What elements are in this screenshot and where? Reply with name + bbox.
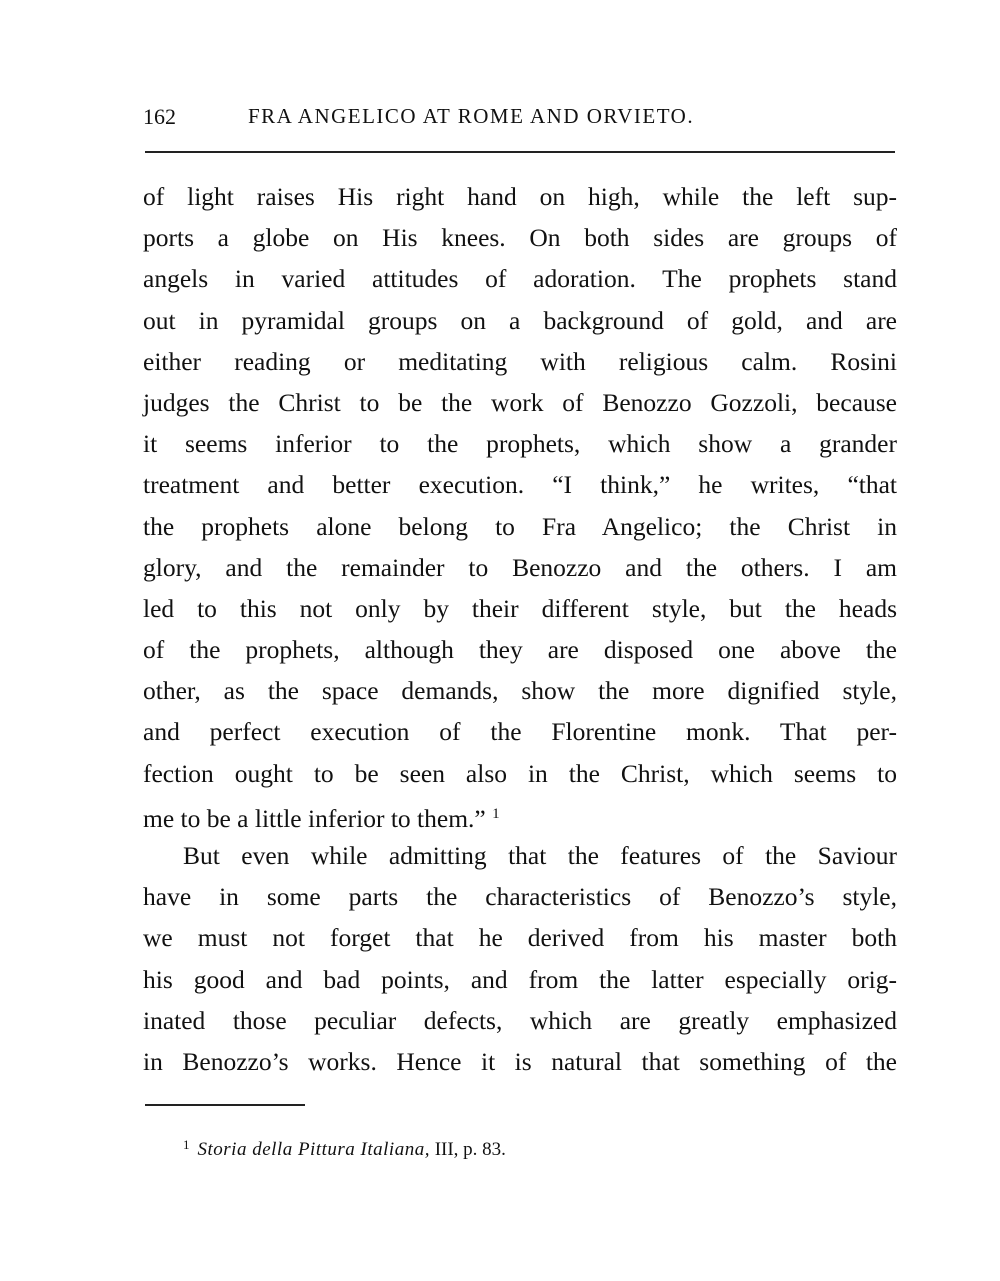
line-text: treatment and better execution. “I think,” he writes, “that [143,470,897,500]
text-line [143,629,897,670]
line-text: angels in varied attitudes of adoration. The prophets stand [143,264,897,294]
line-text: in Benozzo’s works. Hence it is natural that something of the [143,1046,897,1076]
text-line [143,341,897,382]
line-text: out in pyramidal groups on a background of gold, and are [143,305,897,335]
text-line [143,258,897,299]
text-line [143,917,897,958]
text-line [143,217,897,258]
line-text: his good and bad points, and from the latter especially orig- [143,964,897,994]
line-text: inated those peculiar defects, which are greatly emphasized [143,1005,897,1035]
page-number: 162 [143,104,176,129]
text-line [143,506,897,547]
line-text: have in some parts the characteristics of Benozzo’s style, [143,882,897,912]
body-text [143,176,897,1082]
footnote-title: Storia della Pittura Italiana, [197,1139,430,1160]
text-line [143,300,897,341]
line-text: and perfect execution of the Florentine monk. That per- [143,717,897,747]
footnote [183,1137,506,1161]
text-line [143,547,897,588]
running-title: FRA ANGELICO AT ROME AND ORVIETO. [248,104,695,128]
footnote-citation: III, p. 83. [429,1139,506,1160]
text-line [143,464,897,505]
line-text: other, as the space demands, show the more dignified style, [143,676,897,706]
text-line [143,876,897,917]
line-text: judges the Christ to be the work of Benozzo Gozzoli, because [143,387,897,417]
text-line [143,670,897,711]
line-text: it seems inferior to the prophets, which show a grander [143,429,897,459]
line-text: glory, and the remainder to Benozzo and the others. I am [143,552,897,582]
line-text: fection ought to be seen also in the Christ, which seems to [143,758,897,788]
line-text: of light raises His right hand on high, while the left sup- [143,182,897,211]
line-text: led to this not only by their different style, but the heads [143,593,897,623]
text-line [143,423,897,464]
line-text: of the prophets, although they are disposed one above the [143,635,897,665]
text-line [143,711,897,752]
footnote-mark: 1 [183,1137,190,1152]
line-text: ports a globe on His knees. On both sides are groups of [143,223,897,253]
footnote-reference: 1 [492,805,500,822]
footnote-rule [145,1104,305,1106]
line-text: the prophets alone belong to Fra Angelico; the Christ in [143,511,897,541]
line-text: we must not forget that he derived from his master both [143,923,897,953]
text-line [143,176,897,217]
text-line [143,1000,897,1041]
text-line [143,835,897,876]
text-line [143,794,897,835]
line-text: me to be a little inferior to them.” [143,803,486,833]
line-text: either reading or meditating with religious calm. Rosini [143,346,897,376]
text-line [143,1041,897,1082]
text-line [143,588,897,629]
text-line [143,753,897,794]
header-rule [145,151,895,153]
running-header [143,104,897,134]
text-line [143,959,897,1000]
text-line [143,382,897,423]
line-text: But even while admitting that the features of the Saviour [183,841,897,870]
